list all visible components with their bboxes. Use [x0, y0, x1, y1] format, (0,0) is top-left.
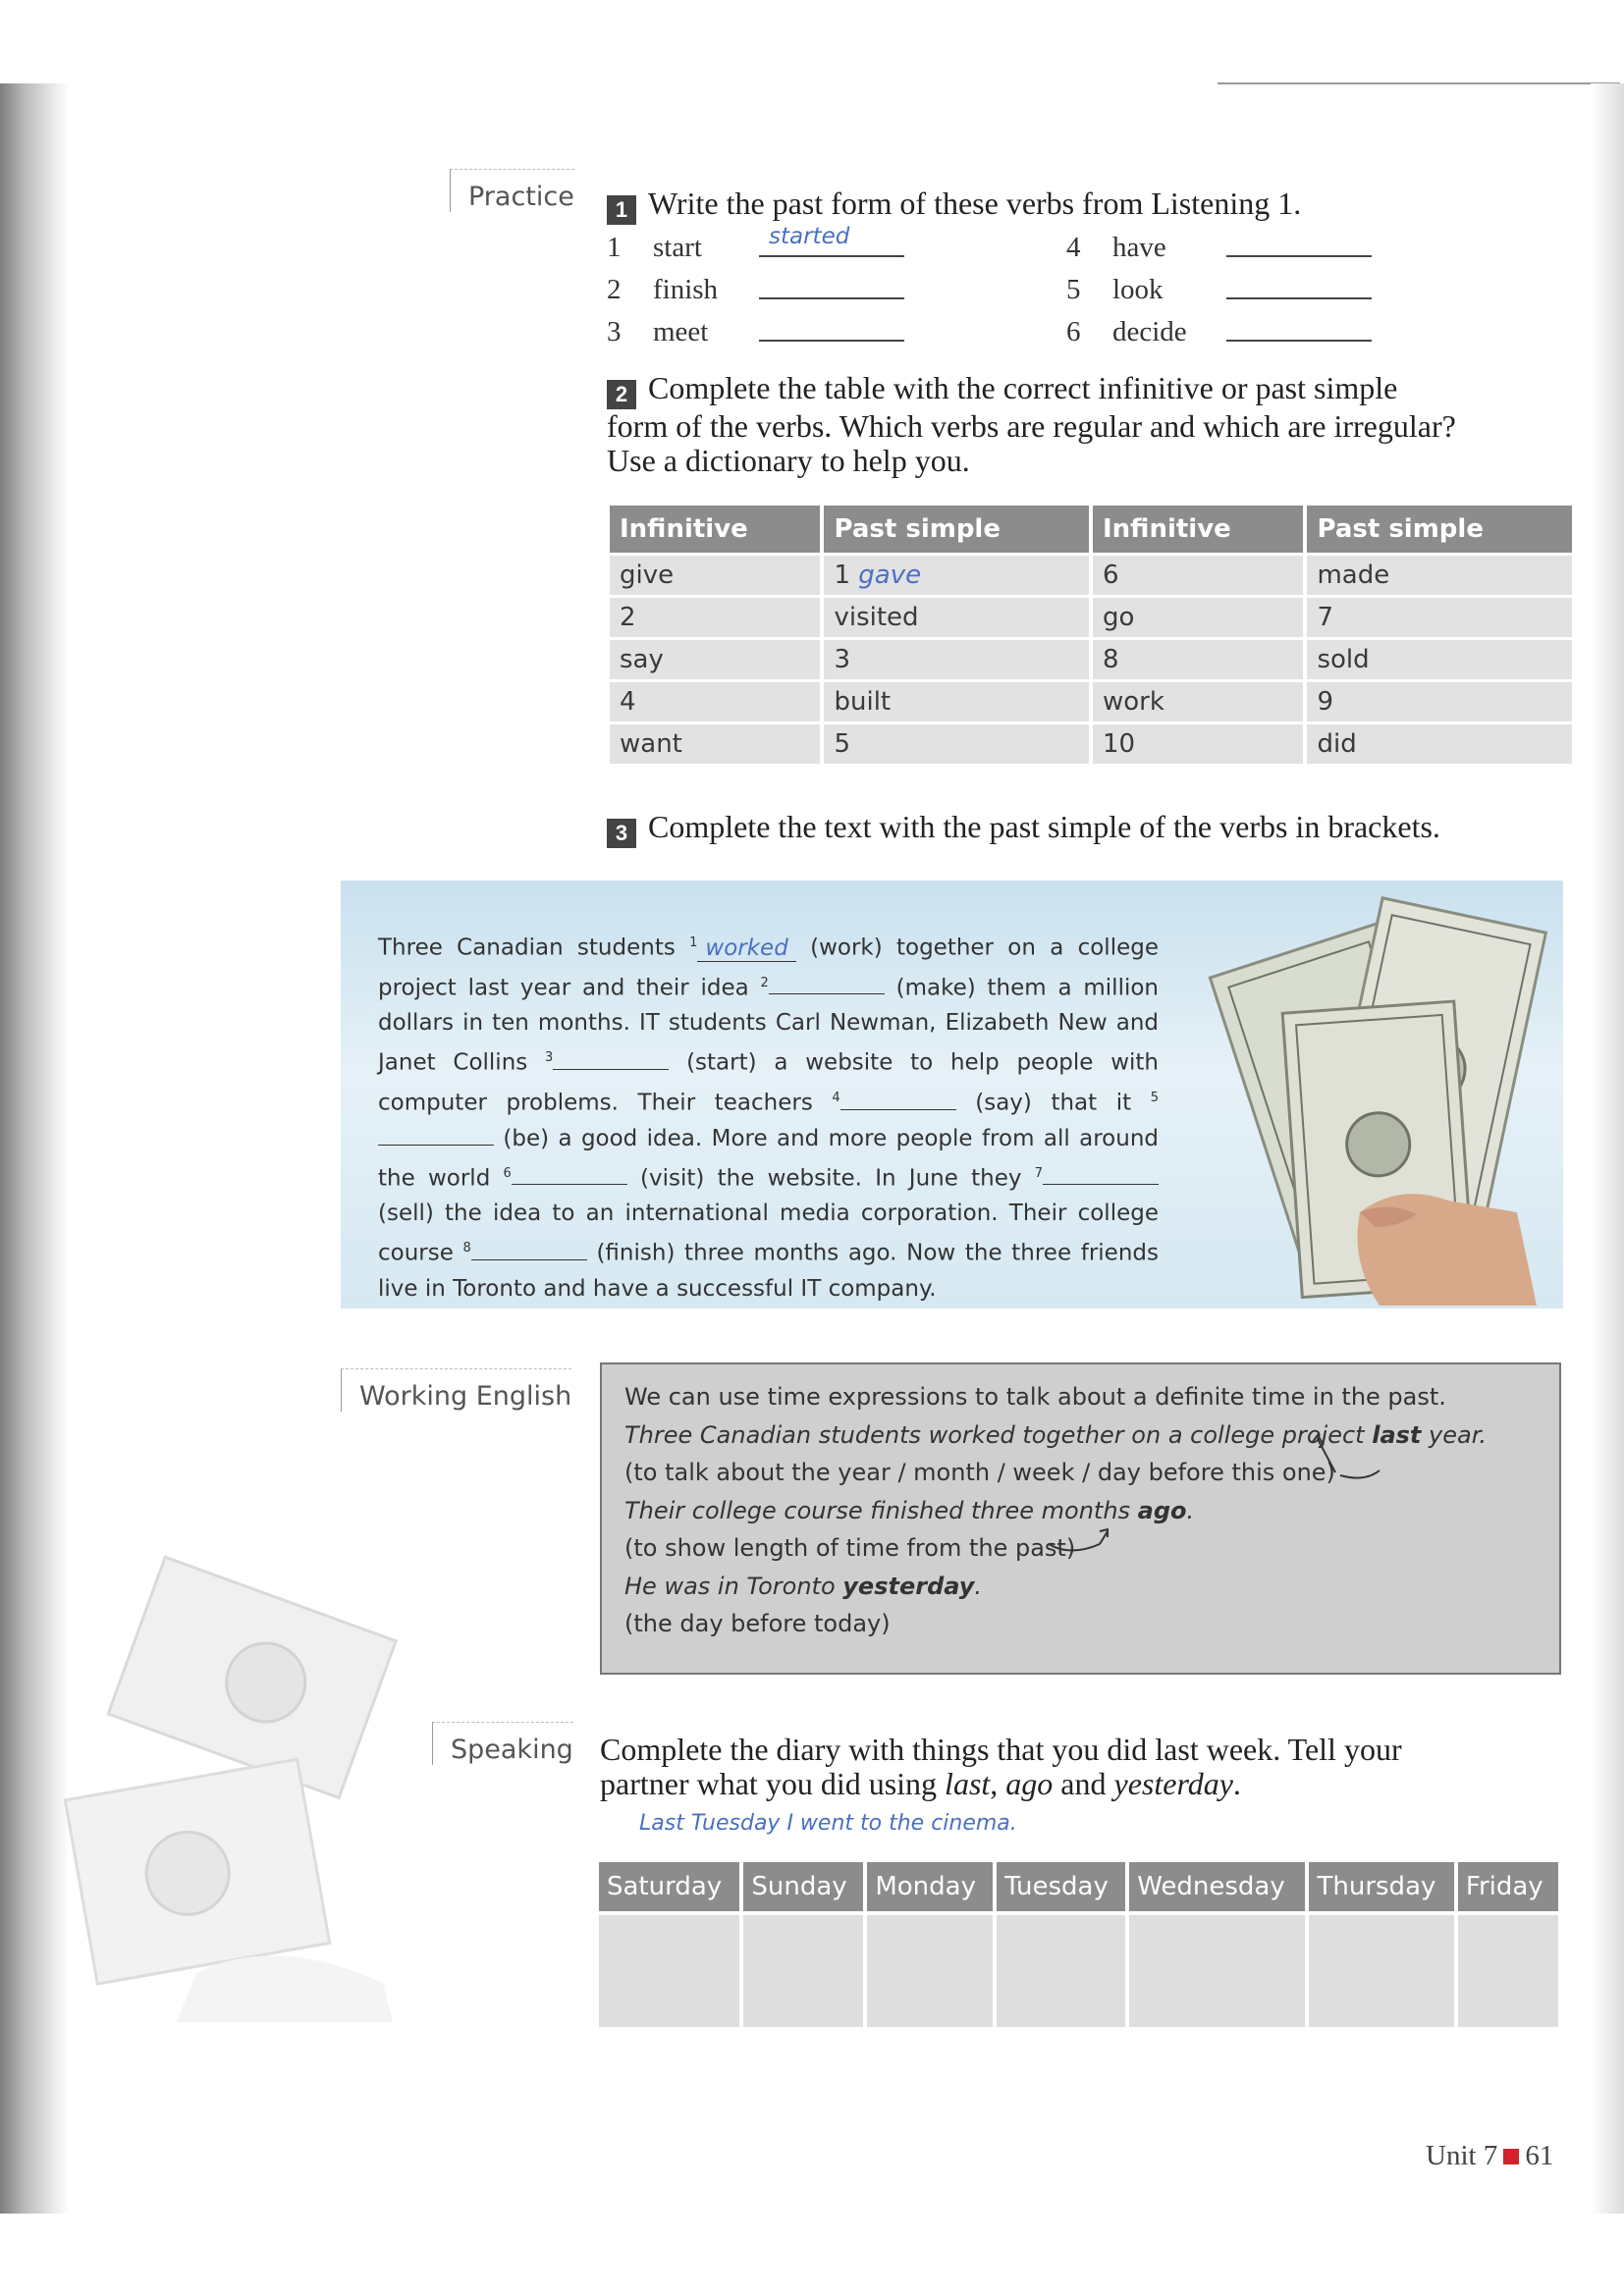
- working-english-text: We can use time expressions to talk about a definite time in the past. Three Canadian students worked together on a college project last year. (to talk about the year / month / week / day before this one) Their college course finished three months ago. (to show length of time from the past) He was in Toronto yesterday. (the day before today): [624, 1383, 1488, 1637]
- page-footer: [1426, 2140, 1553, 2172]
- column-header: Infinitive: [1093, 506, 1303, 553]
- exercise-number: 3: [607, 819, 636, 848]
- diary-cell[interactable]: [997, 1915, 1125, 2027]
- table-cell[interactable]: 5: [824, 724, 1089, 764]
- table-row: [610, 640, 1572, 679]
- diary-entry-row: [599, 1915, 1558, 2027]
- table-cell[interactable]: 2: [610, 598, 820, 637]
- section-label-working-english: Working English: [341, 1368, 571, 1412]
- table-cell[interactable]: 7: [1307, 598, 1572, 637]
- page-number: 61: [1525, 2140, 1554, 2171]
- diary-day-saturday: Saturday: [599, 1862, 739, 1911]
- diary-cell[interactable]: [1309, 1915, 1453, 2027]
- exercise-number: 1: [607, 195, 636, 225]
- diary-day-monday: Monday: [867, 1862, 993, 1911]
- table-cell: did: [1307, 724, 1572, 764]
- speaking-instruction: Complete the diary with things that you did last week. Tell your partner what you did using last, ago and yesterday.: [600, 1732, 1402, 1801]
- answer-blank[interactable]: [1043, 1166, 1159, 1185]
- table-row: [610, 598, 1572, 637]
- background-bills-image: [59, 1551, 412, 2022]
- table-cell: want: [610, 724, 820, 764]
- section-label-speaking: Speaking: [432, 1722, 573, 1765]
- page-edge-shadow: [1591, 83, 1624, 2214]
- table-cell: made: [1307, 556, 1572, 595]
- diary-cell[interactable]: [599, 1915, 739, 2027]
- table-cell[interactable]: 3: [824, 640, 1089, 679]
- red-square-icon: [1503, 2149, 1519, 2164]
- unit-label: Unit 7: [1426, 2140, 1498, 2171]
- answer-blank[interactable]: [1226, 340, 1372, 342]
- diary-day-wednesday: Wednesday: [1129, 1862, 1305, 1911]
- exercise-2-instruction: 2 Complete the table with the correct infinitive or past simple form of the verbs. Which verbs are regular and which are irregular? Use a dictionary to help you.: [607, 370, 1456, 478]
- diary-cell[interactable]: [1458, 1915, 1558, 2027]
- answer-blank[interactable]: [553, 1051, 669, 1070]
- answer-example: started: [769, 224, 850, 249]
- verb-table: [606, 503, 1576, 767]
- reading-text: Three Canadian students $^1$ worked (work) together on a college project last year and their idea $^2$ (make) them a million dollars in ten months. IT students Carl Newman, Elizabeth New and Janet Collins $^3$ (start) a website to help people with computer problems. Their teachers $^4$ (say) that it $^5$ (be) a good idea. More and more people from all around the world $^6$ (visit) the website. In June they $^7$ (sell) the idea to an international media corporation. Their college course $^8$ (finish) three months ago. Now the three friends live in Toronto and have a successful IT company.: [378, 934, 1160, 1302]
- diary-cell[interactable]: [1129, 1915, 1305, 2027]
- table-cell[interactable]: 4: [610, 682, 820, 721]
- table-row: [610, 556, 1572, 595]
- diary-cell[interactable]: [867, 1915, 993, 2027]
- table-cell: work: [1093, 682, 1303, 721]
- table-cell: give: [610, 556, 820, 595]
- exercise-number: 2: [607, 380, 636, 409]
- table-cell: visited: [824, 598, 1089, 637]
- table-cell[interactable]: 1 gave: [824, 556, 1089, 595]
- answer-blank[interactable]: [759, 297, 904, 299]
- table-cell[interactable]: 9: [1307, 682, 1572, 721]
- answer-blank[interactable]: [1226, 297, 1372, 299]
- column-header: Past simple: [1307, 506, 1572, 553]
- table-cell: sold: [1307, 640, 1572, 679]
- table-cell[interactable]: 8: [1093, 640, 1303, 679]
- answer-blank[interactable]: [1226, 255, 1372, 257]
- diary-day-sunday: Sunday: [743, 1862, 863, 1911]
- table-cell: built: [824, 682, 1089, 721]
- diary-cell[interactable]: [743, 1915, 863, 2027]
- answer-example: gave: [858, 561, 922, 590]
- table-row: [610, 724, 1572, 764]
- arrow-annotations: [1041, 1421, 1394, 1578]
- answer-blank[interactable]: [471, 1242, 587, 1260]
- table-cell: say: [610, 640, 820, 679]
- diary-table: [595, 1858, 1562, 2031]
- answer-blank[interactable]: [769, 976, 885, 994]
- column-header: Infinitive: [610, 506, 820, 553]
- speaking-example: Last Tuesday I went to the cinema.: [639, 1811, 1017, 1836]
- section-label-practice: Practice: [450, 169, 574, 212]
- exercise-1-instruction: 1 Write the past form of these verbs from Listening 1.: [607, 187, 1301, 225]
- diary-day-thursday: Thursday: [1309, 1862, 1453, 1911]
- answer-blank[interactable]: [759, 255, 904, 257]
- table-row: [610, 682, 1572, 721]
- answer-blank[interactable]: [840, 1092, 956, 1110]
- column-header: Past simple: [824, 506, 1089, 553]
- answer-blank[interactable]: [759, 340, 904, 342]
- top-rule: [1218, 82, 1620, 84]
- answer-example: worked: [697, 935, 795, 962]
- answer-blank[interactable]: [512, 1166, 627, 1185]
- table-cell: go: [1093, 598, 1303, 637]
- diary-day-tuesday: Tuesday: [997, 1862, 1125, 1911]
- answer-blank[interactable]: [378, 1127, 494, 1146]
- exercise-3-instruction: 3 Complete the text with the past simple of the verbs in brackets.: [607, 810, 1440, 848]
- table-cell[interactable]: 6: [1093, 556, 1303, 595]
- money-bills-image: [1193, 888, 1556, 1306]
- diary-day-friday: Friday: [1458, 1862, 1558, 1911]
- table-cell[interactable]: 10: [1093, 724, 1303, 764]
